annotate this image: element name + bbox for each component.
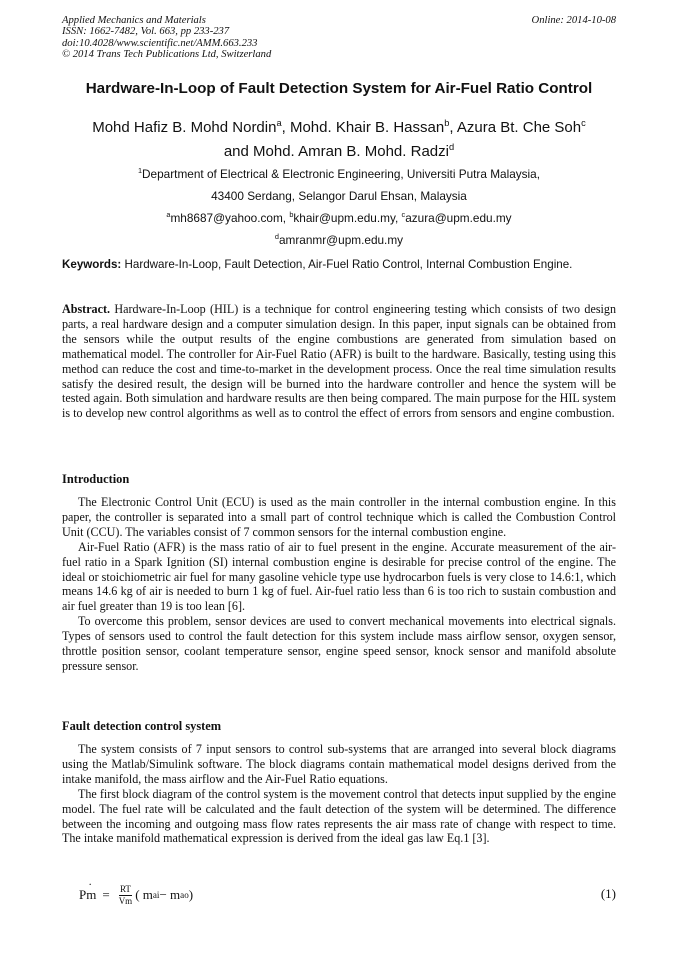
author-name: , Azura Bt. Che Soh: [449, 119, 582, 136]
author-sup: c: [581, 118, 586, 128]
equation-body: Pm ˙ = $\frac{RT}{Vm}$ ( m ai − m ao ): [79, 881, 193, 909]
email-b: khair@upm.edu.my,: [293, 211, 402, 225]
paragraph: Air-Fuel Ratio (AFR) is the mass ratio of air to fuel present in the engine. Accurate measurement of the air-fuel ratio in a Spark Ignition (SI) internal combustion engine is desirable for precise control of the engine. The ideal or stoichiometric air fuel for many gasoline vehicle type use hydrocarbon fuels is very close to 14.6:1, which means 14.6 kg of air is needed to burn 1 kg of fuel. Air-fuel ratio less than 6 is too rich to sustain combustion and air fuel greater than 19 is too lean [6].: [62, 539, 616, 614]
author-sup: a: [276, 118, 282, 128]
paper-title: Hardware-In-Loop of Fault Detection System for Air-Fuel Ratio Control: [85, 80, 593, 97]
paragraph: The first block diagram of the control system is the movement control that detects input supplied by the engine model. The fuel rate will be calculated and the fault detection of the system will be determined. The difference between the incoming and outgoing mass flow rates represents the air mass rate of change with respect to time. The intake manifold mathematical expression is derived from the ideal gas law Eq.1 [3].: [62, 786, 616, 846]
fraction-numerator: RT: [119, 883, 131, 894]
keywords-label: Keywords:: [62, 258, 122, 271]
affiliation-sup: 1: [137, 166, 143, 176]
author-name: , Mohd. Khair B. Hassan: [281, 119, 445, 136]
affiliation-text: Department of Electrical & Electronic Engineering, Universiti Putra Malaysia,: [142, 167, 541, 181]
abstract-text: Hardware-In-Loop (HIL) is a technique for control engineering testing which consists of two design parts, a real hardware design and a computer simulation design. In this paper, input signals can be obtained from the sensors while the output results of the engine combustions are generated from simulation based on mathematical model. The controller for Air-Fuel Ratio (AFR) is built to the hardware. Basically, testing using this method can reduce the cost and time-to-market in the development process. Once the real time simulation results satisfy the desired result, the design will be burned into the hardware controller and hence the system will be tested again. Both simulation and hardware results are then being compared. The main purpose for the HIL system is to develop new control algorithms as well as to control the effect of errors from sensors and engine combustion.: [62, 302, 616, 421]
fault-detection-heading: Fault detection control system: [62, 719, 222, 733]
equation-lhs: Pm ˙: [79, 887, 96, 903]
abstract-label: Abstract.: [62, 302, 111, 316]
journal-name: Applied Mechanics and Materials: [62, 15, 206, 26]
copyright-line: © 2014 Trans Tech Publications Ltd, Switzerland: [62, 49, 272, 61]
email-sup: b: [289, 210, 294, 220]
journal-header: [62, 15, 616, 61]
author-line-2: [40, 140, 638, 164]
affiliation-line-1: [40, 163, 638, 185]
affiliation: [40, 163, 638, 251]
author-name: Mohd Hafiz B. Mohd Nordin: [92, 119, 277, 136]
author-line-1: [40, 116, 638, 140]
equation-term-close: ): [188, 887, 194, 902]
equation-fraction: [119, 884, 133, 907]
keywords-text: Hardware-In-Loop, Fault Detection, Air-Fuel Ratio Control, Internal Combustion Engine.: [124, 258, 573, 271]
paragraph: The system consists of 7 input sensors to control sub-systems that are arranged into several block diagrams using the Matlab/Simulink software. The block diagrams contain mathematical model designs derived from the intake manifold, the mass airflow and the Air-Fuel Ratio equations.: [62, 742, 616, 786]
email-c: azura@upm.edu.my: [405, 211, 512, 225]
equation-minus: − m: [159, 887, 181, 902]
introduction-heading: Introduction: [62, 472, 130, 486]
keywords: [62, 258, 616, 272]
email-sup: d: [274, 232, 279, 242]
email-line-2: [40, 229, 638, 251]
email-line-1: [40, 207, 638, 229]
author-name: and Mohd. Amran B. Mohd. Radzi: [223, 143, 449, 160]
affiliation-line-2: 43400 Serdang, Selangor Darul Ehsan, Malaysia: [211, 189, 467, 203]
abstract: [62, 302, 616, 421]
equation-equals: =: [102, 887, 110, 902]
online-date: Online: 2014-10-08: [531, 15, 616, 26]
introduction-body: [62, 495, 616, 674]
paragraph: To overcome this problem, sensor devices are used to convert mechanical movements into electrical signals. Types of sensors used to control the fault detection for this system include mass airflow sensor, oxygen sensor, throttle position sensor, coolant temperature sensor, engine speed sensor, knock sensor and manifold absolute pressure sensor.: [62, 614, 616, 673]
email-d: amranmr@upm.edu.my: [278, 233, 404, 247]
email-sup: c: [401, 210, 406, 220]
email-sup: a: [166, 210, 171, 220]
doi-line: doi:10.4028/www.scientific.net/AMM.663.233: [62, 37, 258, 49]
equation-term-open: ( m: [135, 887, 153, 902]
paragraph: The Electronic Control Unit (ECU) is used as the main controller in the internal combustion engine. In this paper, the controller is separated into a small part of control technique which is called the Combustion Control Unit (CCU). The variables consist of 7 common sensors for the internal combustion engine.: [62, 495, 616, 539]
author-sup: b: [444, 118, 450, 128]
fault-detection-body: [62, 742, 616, 846]
issn-line: ISSN: 1662-7482, Vol. 663, pp 233-237: [62, 26, 230, 38]
author-sup: d: [448, 142, 455, 152]
abstract-paragraph: [62, 302, 616, 421]
equation-number: (1): [600, 886, 616, 901]
fraction-denominator: Vm: [118, 895, 133, 906]
author-list: [40, 116, 638, 164]
equation-1: [79, 881, 616, 909]
email-a: mh8687@yahoo.com,: [170, 211, 290, 225]
